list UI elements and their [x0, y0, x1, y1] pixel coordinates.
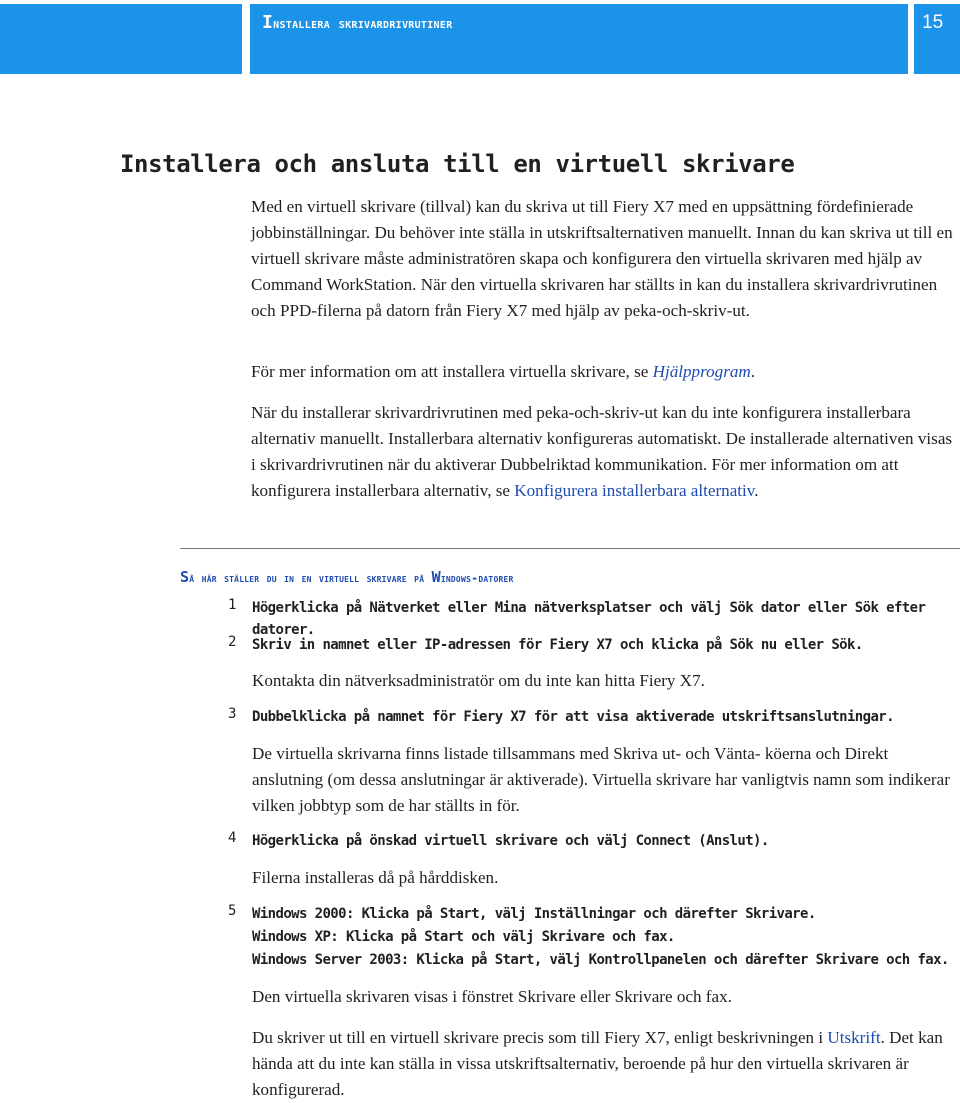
procedure-heading: Så här ställer du in en virtuell skrivare på Windows-datorer	[180, 568, 514, 586]
page-header	[0, 0, 960, 78]
section-divider	[180, 548, 960, 549]
link-hjalpprogram[interactable]: Hjälpprogram	[652, 362, 751, 381]
step-note-4: Filerna installeras då på hårddisken.	[252, 868, 499, 887]
step-text-5-line-2: Windows XP: Klicka på Start och välj Skrivare och fax.	[252, 929, 675, 945]
intro-paragraph-2: För mer information om att installera virtuella skrivare, se Hjälpprogram.	[251, 362, 756, 381]
step-text-2: Skriv in namnet eller IP-adressen för Fiery X7 och klicka på Sök nu eller Sök.	[252, 637, 863, 653]
step-text-3: Dubbelklicka på namnet för Fiery X7 för att visa aktiverade utskriftsanslutningar.	[252, 709, 894, 725]
intro-paragraph-3: När du installerar skrivardrivrutinen med peka-och-skriv-ut kan du inte konfigurera installerbara alternativ manuellt. Installerbara alternativ konfigureras automatiskt. De installerade alternativen visas i skrivardrivrutinen när du aktiverar Dubbelriktad kommunikation. För mer information om att konfigurera installerbara alternativ, se Konfigurera installerbara alternativ.	[251, 403, 953, 500]
step-text-5-line-1: Windows 2000: Klicka på Start, välj Inställningar och därefter Skrivare.	[252, 906, 816, 922]
link-konfigurera-installerbara-alternativ[interactable]: Konfigurera installerbara alternativ	[514, 481, 755, 500]
step-number-3: 3	[228, 706, 237, 722]
step-text-4: Högerklicka på önskad virtuell skrivare och välj Connect (Anslut).	[252, 833, 769, 849]
step-number-1: 1	[228, 597, 237, 613]
step-number-2: 2	[228, 634, 237, 650]
step-note-2: Kontakta din nätverksadministratör om du inte kan hitta Fiery X7.	[252, 671, 705, 690]
running-header-title: Installera skrivardrivrutiner	[262, 12, 453, 33]
step-number-4: 4	[228, 830, 237, 846]
step-text-5-line-3: Windows Server 2003: Klicka på Start, välj Kontrollpanelen och därefter Skrivare och fax.	[252, 952, 949, 968]
step-note-3: De virtuella skrivarna finns listade tillsammans med Skriva ut- och Vänta- köerna och Direkt anslutning (om dessa anslutningar är aktiverade). Virtuella skrivare har vanligtvis namn som indikerar vilken jobbtyp som de har ställts in för.	[252, 744, 950, 815]
link-utskrift[interactable]: Utskrift	[827, 1028, 881, 1047]
page-number: 15	[922, 12, 944, 33]
closing-paragraph: Du skriver ut till en virtuell skrivare precis som till Fiery X7, enligt beskrivningen i Utskrift. Det kan hända att du inte kan ställa in vissa utskriftsalternativ, beroende på hur den virtuella skrivaren är konfigurerad.	[252, 1028, 943, 1099]
step-note-5: Den virtuella skrivaren visas i fönstret Skrivare eller Skrivare och fax.	[252, 987, 732, 1006]
intro-paragraph-1: Med en virtuell skrivare (tillval) kan du skriva ut till Fiery X7 med en uppsättning fördefinierade jobbinställningar. Du behöver inte ställa in utskriftsalternativen manuellt. Innan du kan skriva ut till en virtuell skrivare måste administratören skapa och konfigurera den virtuella skrivaren med hjälp av Command WorkStation. När den virtuella skrivaren har ställts in kan du installera skrivardrivrutinen och PPD-filerna på datorn från Fiery X7 med hjälp av peka-och-skriv-ut.	[251, 197, 953, 320]
section-title: Installera och ansluta till en virtuell skrivare	[120, 150, 795, 178]
step-number-5: 5	[228, 903, 237, 919]
step-text-1: Högerklicka på Nätverket eller Mina nätverksplatser och välj Sök dator eller Sök efter datorer.	[252, 600, 926, 638]
header-block-left	[0, 4, 242, 74]
